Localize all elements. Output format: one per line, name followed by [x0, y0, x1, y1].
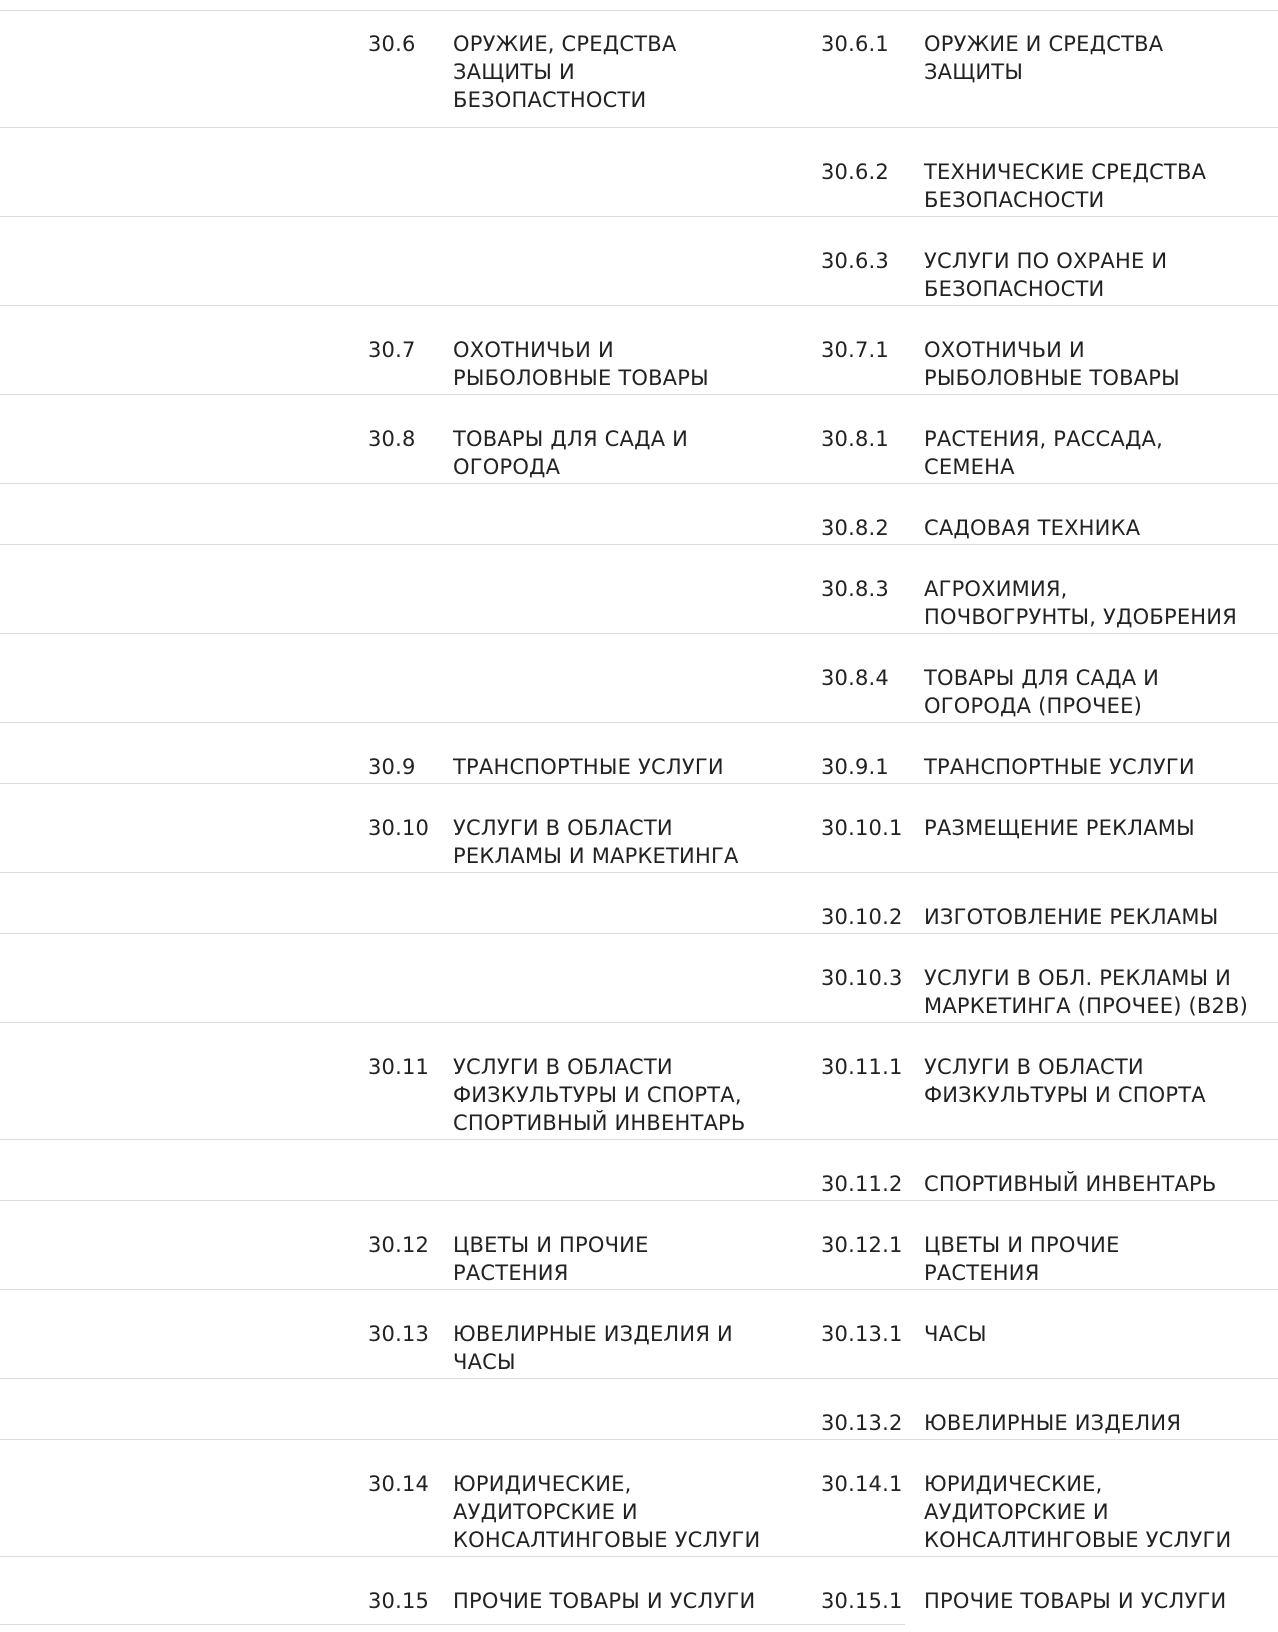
subcategory-code: 30.14.1 [821, 1472, 903, 1496]
table-row [0, 1440, 1278, 1557]
subcategory-code: 30.6.1 [821, 32, 889, 56]
subcategory-code: 30.10.3 [821, 966, 903, 990]
subcategory-name: ИЗГОТОВЛЕНИЕ РЕКЛАМЫ [924, 905, 1219, 929]
subcategory-code: 30.10.2 [821, 905, 903, 929]
table-row [0, 1557, 1278, 1619]
table-row [0, 217, 1278, 306]
category-code: 30.7 [368, 338, 416, 362]
subcategory-code: 30.12.1 [821, 1233, 903, 1257]
category-name: ЦВЕТЫ И ПРОЧИЕ РАСТЕНИЯ [453, 1233, 649, 1285]
subcategory-name: ЦВЕТЫ И ПРОЧИЕ РАСТЕНИЯ [924, 1233, 1120, 1285]
subcategory-name: ЮВЕЛИРНЫЕ ИЗДЕЛИЯ [924, 1411, 1182, 1435]
subcategory-name: РАЗМЕЩЕНИЕ РЕКЛАМЫ [924, 816, 1195, 840]
subcategory-name: ЧАСЫ [924, 1322, 987, 1346]
subcategory-name: АГРОХИМИЯ, ПОЧВОГРУНТЫ, УДОБРЕНИЯ [924, 577, 1237, 629]
category-code: 30.10 [368, 816, 430, 840]
subcategory-code: 30.6.3 [821, 249, 889, 273]
table-row [0, 395, 1278, 484]
subcategory-name: ПРОЧИЕ ТОВАРЫ И УСЛУГИ [924, 1589, 1227, 1613]
subcategory-code: 30.10.1 [821, 816, 903, 840]
category-code: 30.8 [368, 427, 416, 451]
table-row [0, 934, 1278, 1023]
category-code: 30.15 [368, 1589, 430, 1613]
category-name: ЮВЕЛИРНЫЕ ИЗДЕЛИЯ И ЧАСЫ [453, 1322, 733, 1374]
subcategory-code: 30.8.2 [821, 516, 889, 540]
category-code: 30.14 [368, 1472, 430, 1496]
subcategory-name: САДОВАЯ ТЕХНИКА [924, 516, 1141, 540]
subcategory-code: 30.11.2 [821, 1172, 903, 1196]
category-name: ТРАНСПОРТНЫЕ УСЛУГИ [453, 755, 724, 779]
category-name: ОХОТНИЧЬИ И РЫБОЛОВНЫЕ ТОВАРЫ [453, 338, 709, 390]
subcategory-code: 30.8.3 [821, 577, 889, 601]
category-code: 30.13 [368, 1322, 430, 1346]
subcategory-code: 30.11.1 [821, 1055, 903, 1079]
category-code: 30.6 [368, 32, 416, 56]
table-row [0, 723, 1278, 784]
table-row [0, 1023, 1278, 1140]
subcategory-name: ОРУЖИЕ И СРЕДСТВА ЗАЩИТЫ [924, 32, 1164, 84]
subcategory-code: 30.15.1 [821, 1589, 903, 1613]
category-code: 30.9 [368, 755, 416, 779]
category-name: ТОВАРЫ ДЛЯ САДА И ОГОРОДА [453, 427, 689, 479]
subcategory-code: 30.8.4 [821, 666, 889, 690]
subcategory-name: УСЛУГИ В ОБЛ. РЕКЛАМЫ И МАРКЕТИНГА (ПРОЧЕЕ) (B2B) [924, 966, 1249, 1018]
category-code: 30.11 [368, 1055, 430, 1079]
table-row [0, 128, 1278, 217]
table-row [0, 1140, 1278, 1201]
subcategory-name: УСЛУГИ В ОБЛАСТИ ФИЗКУЛЬТУРЫ И СПОРТА [924, 1055, 1206, 1107]
subcategory-name: ТЕХНИЧЕСКИЕ СРЕДСТВА БЕЗОПАСНОСТИ [924, 160, 1207, 212]
table-row [0, 545, 1278, 634]
category-name: УСЛУГИ В ОБЛАСТИ ФИЗКУЛЬТУРЫ И СПОРТА, СПОРТИВНЫЙ ИНВЕНТАРЬ [453, 1055, 746, 1135]
subcategory-code: 30.8.1 [821, 427, 889, 451]
subcategory-code: 30.13.1 [821, 1322, 903, 1346]
table-row [0, 634, 1278, 723]
table-row [0, 784, 1278, 873]
subcategory-code: 30.9.1 [821, 755, 889, 779]
subcategory-name: СПОРТИВНЫЙ ИНВЕНТАРЬ [924, 1172, 1217, 1196]
table-row [0, 484, 1278, 545]
subcategory-name: ТРАНСПОРТНЫЕ УСЛУГИ [924, 755, 1195, 779]
subcategory-code: 30.7.1 [821, 338, 889, 362]
category-code: 30.12 [368, 1233, 430, 1257]
subcategory-name: РАСТЕНИЯ, РАССАДА, СЕМЕНА [924, 427, 1163, 479]
category-name: УСЛУГИ В ОБЛАСТИ РЕКЛАМЫ И МАРКЕТИНГА [453, 816, 739, 868]
subcategory-name: ОХОТНИЧЬИ И РЫБОЛОВНЫЕ ТОВАРЫ [924, 338, 1180, 390]
subcategory-name: ЮРИДИЧЕСКИЕ, АУДИТОРСКИЕ И КОНСАЛТИНГОВЫЕ УСЛУГИ [924, 1472, 1232, 1552]
table-row [0, 1290, 1278, 1379]
table-row [0, 873, 1278, 934]
subcategory-code: 30.6.2 [821, 160, 889, 184]
table-row [0, 1379, 1278, 1440]
subcategory-name: УСЛУГИ ПО ОХРАНЕ И БЕЗОПАСНОСТИ [924, 249, 1168, 301]
subcategory-code: 30.13.2 [821, 1411, 903, 1435]
table-row [0, 306, 1278, 395]
subcategory-name: ТОВАРЫ ДЛЯ САДА И ОГОРОДА (ПРОЧЕЕ) [924, 666, 1160, 718]
category-name: ПРОЧИЕ ТОВАРЫ И УСЛУГИ [453, 1589, 756, 1613]
table-row [0, 1201, 1278, 1290]
table-row [0, 0, 1278, 128]
category-name: ЮРИДИЧЕСКИЕ, АУДИТОРСКИЕ И КОНСАЛТИНГОВЫЕ УСЛУГИ [453, 1472, 761, 1552]
category-name: ОРУЖИЕ, СРЕДСТВА ЗАЩИТЫ И БЕЗОПАСТНОСТИ [453, 32, 677, 112]
table-bottom-divider [0, 1624, 905, 1625]
